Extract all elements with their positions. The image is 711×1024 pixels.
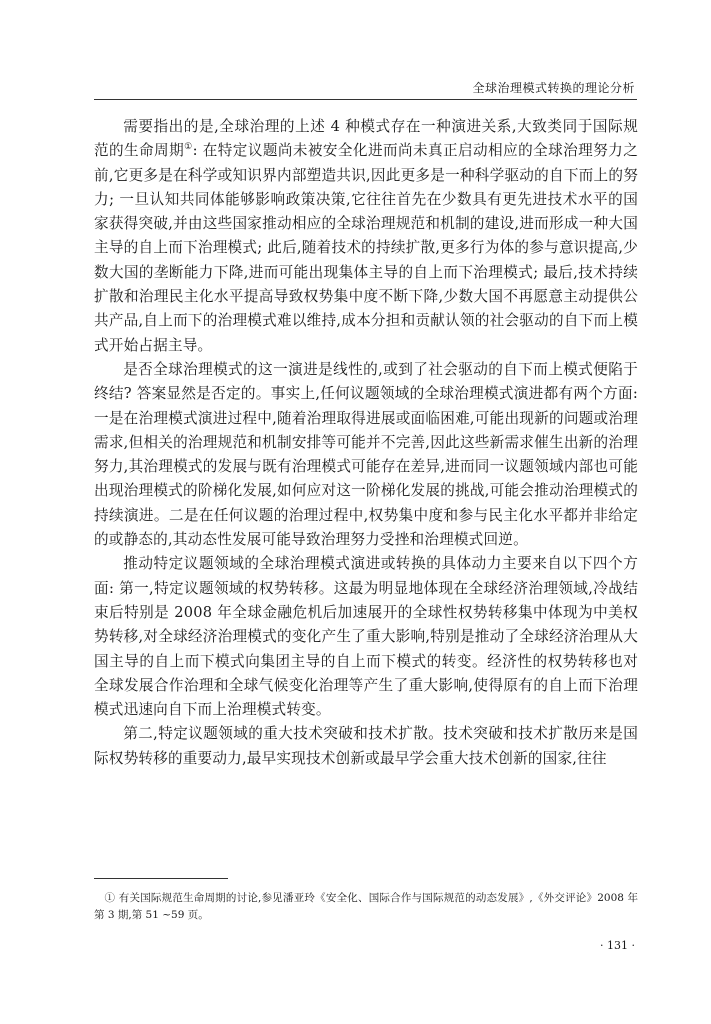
footnote-marker[interactable]: ① [184,142,193,153]
paragraph: 第二,特定议题领域的重大技术突破和技术扩散。技术突破和技术扩散历来是国际权势转移的重要动力,最早实现技术创新或最早学会重大技术创新的国家,往往 [94,725,638,767]
footnote-rule [94,878,228,879]
footnote: ① 有关国际规范生命周期的讨论,参见潘亚玲《安全化、国际合作与国际规范的动态发展》,《外交评论》2008 年第 3 期,第 51 ~59 页。 [94,892,638,921]
paragraph: 是否全球治理模式的这一演进是线性的,或到了社会驱动的自下而上模式便陷于终结? 答案显然是否定的。事实上,任何议题领域的全球治理模式演进都有两个方面: 一是在治理模式演进过程中,随着治理取得进展或面临困难,可能出现新的问题或治理需求,但相关的治理规范和机制安排等可能并不完善,因此这些新需求催生出新的治理努力,其治理模式的发展与既有治理模式可能存在差异,进而同一议题领域内部也可能出现治理模式的阶梯化发展,如何应对这一阶梯化发展的挑战,可能会推动治理模式的持续演进。二是在任何议题的治理过程中,权势集中度和参与民主化水平都并非给定的或静态的,其动态性发展可能导致治理努力受挫和治理模式回逆。 [94,360,638,549]
running-header: 全球治理模式转换的理论分析 [472,81,635,95]
header-rule [94,99,637,100]
paragraph [94,115,638,358]
page-number: · 131 · [600,939,635,952]
paragraph-text: 需要指出的是,全球治理的上述 4 种模式存在一种演进关系,大致类同于国际规范的生命周期 [94,118,638,160]
body-text [94,115,638,771]
paragraph-text: : 在特定议题尚未被安全化进而尚未真正启动相应的全球治理努力之前,它更多是在科学或知识界内部塑造共识,因此更多是一种科学驱动的自下而上的努力; 一旦认知共同体能够影响政策决策,它往往首先在少数具有更先进技术水平的国家获得突破,并由这些国家推动相应的全球治理规范和机制的建设,进而形成一种大国主导的自上而下治理模式; 此后,随着技术的持续扩散,更多行为体的参与意识提高,少数大国的垄断能力下降,进而可能出现集体主导的自上而下治理模式; 最后,技术持续扩散和治理民主化水平提高导致权势集中度不断下降,少数大国不再愿意主动提供公共产品,自上而下的治理模式难以维持,成本分担和贡献认领的社会驱动的自下而上模式开始占据主导。 [94,142,638,354]
paragraph: 推动特定议题领域的全球治理模式演进或转换的具体动力主要来自以下四个方面: 第一,特定议题领域的权势转移。这最为明显地体现在全球经济治理领域,冷战结束后特别是 2008 年全球金融危机后加速展开的全球性权势转移集中体现为中美权势转移,对全球经济治理模式的变化产生了重大影响,特别是推动了全球经济治理从大国主导的自上而下模式向集团主导的自上而下模式的转变。经济性的权势转移也对全球发展合作治理和全球气候变化治理等产生了重大影响,使得原有的自上而下治理模式迅速向自下而上治理模式转变。 [94,555,638,719]
